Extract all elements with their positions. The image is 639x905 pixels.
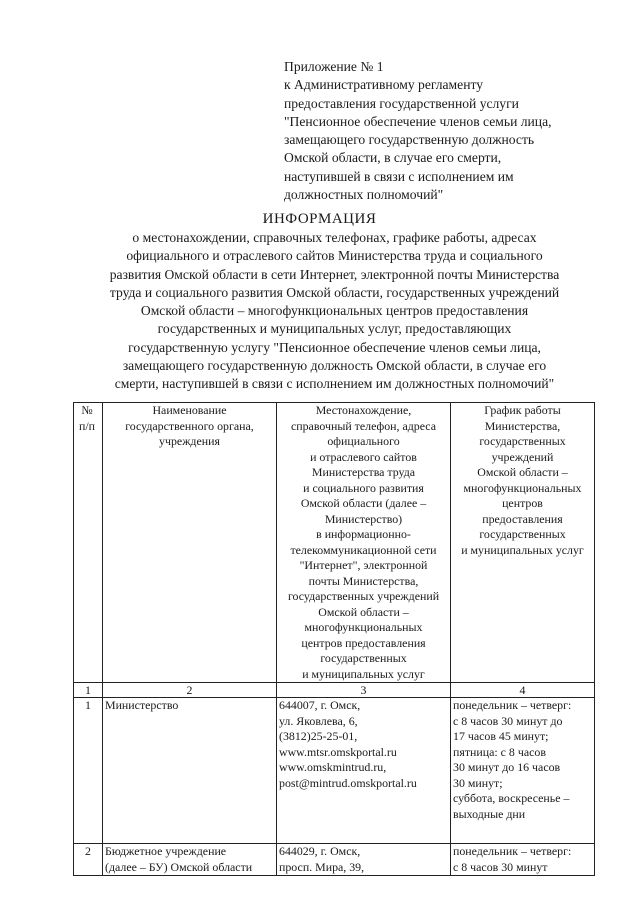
cell-line: ул. Яковлева, 6, bbox=[279, 713, 358, 728]
row-address bbox=[277, 844, 451, 876]
cell-line: 17 часов 45 минут; bbox=[453, 729, 549, 743]
appendix-line: замещающего государственную должность bbox=[284, 132, 535, 148]
cell-line: www.mtsr.omskportal.ru bbox=[279, 744, 397, 759]
cell-line: выходные дни bbox=[453, 806, 526, 821]
table-header-row bbox=[74, 403, 595, 683]
subtitle-line: труда и социального развития Омской области, государственных учреждений bbox=[109, 284, 560, 300]
cell-line: (3812)25-25-01, bbox=[279, 729, 358, 743]
document-title: ИНФОРМАЦИЯ bbox=[262, 211, 377, 227]
appendix-header bbox=[284, 58, 604, 204]
appendix-line: должностных полномочий" bbox=[284, 187, 444, 203]
cell-line: учреждений bbox=[491, 449, 554, 464]
cell-line: № bbox=[81, 403, 93, 417]
cell-line: в информационно- bbox=[316, 527, 411, 541]
cell-line: пятница: с 8 часов bbox=[453, 744, 546, 759]
table-row bbox=[74, 844, 595, 876]
appendix-line: "Пенсионное обеспечение членов семьи лица, bbox=[284, 113, 552, 129]
cell-line: государственных учреждений bbox=[287, 589, 440, 603]
cell-line: с 8 часов 30 минут до bbox=[453, 713, 563, 728]
cell-line: понедельник – четверг: bbox=[453, 844, 572, 858]
table-row bbox=[74, 698, 595, 844]
cell-line: центров bbox=[502, 496, 543, 510]
cell-line: График работы bbox=[484, 403, 561, 417]
subtitle-line: замещающего государственную должность Омской области, в случае его bbox=[122, 358, 547, 374]
cell-line: Омской области (далее – bbox=[300, 496, 427, 510]
cell-line: официального bbox=[327, 434, 400, 448]
cell-line: Омской области – bbox=[318, 604, 409, 619]
row-name bbox=[103, 844, 277, 876]
cell-line: и отраслевого сайтов bbox=[310, 449, 417, 464]
header-cell-name bbox=[103, 403, 277, 683]
cell-line: почты Министерства, bbox=[308, 573, 419, 588]
column-number: 2 bbox=[103, 683, 277, 698]
cell-line: post@mintrud.omskportal.ru bbox=[279, 775, 417, 790]
cell-line: центров предоставления bbox=[301, 635, 426, 650]
cell-line: Местонахождение, bbox=[315, 403, 412, 417]
cell-line: телекоммуникационной сети bbox=[290, 542, 437, 557]
column-number-row bbox=[74, 683, 595, 698]
cell-line: справочный телефон, адреса bbox=[290, 418, 437, 433]
cell-line: п/п bbox=[78, 418, 96, 433]
cell-line: "Интернет", электронной bbox=[299, 558, 428, 572]
cell-line: Министерство) bbox=[324, 511, 403, 526]
cell-line: понедельник – четверг: bbox=[453, 698, 572, 712]
cell-line: 30 минут; bbox=[453, 775, 503, 790]
appendix-line: Приложение № 1 bbox=[284, 59, 384, 74]
subtitle-line: официального и отраслевого сайтов Министерства труда и социального bbox=[126, 248, 543, 264]
cell-line: государственных bbox=[479, 434, 566, 448]
appendix-line: предоставления государственной услуги bbox=[284, 95, 519, 111]
cell-line: www.omskmintrud.ru, bbox=[279, 760, 387, 774]
cell-line: Наименование bbox=[152, 403, 227, 417]
appendix-line: наступившей в связи с исполнением им bbox=[284, 168, 514, 184]
subtitle-line: государственную услугу "Пенсионное обеспечение членов семьи лица, bbox=[128, 339, 541, 355]
cell-line: с 8 часов 30 минут bbox=[453, 859, 548, 874]
document-subtitle bbox=[82, 229, 587, 394]
column-number: 1 bbox=[74, 683, 103, 698]
cell-line: Министерства, bbox=[484, 418, 561, 433]
cell-line: Министерство bbox=[105, 698, 179, 712]
appendix-line: к Административному регламенту bbox=[284, 77, 484, 93]
subtitle-line: о местонахождении, справочных телефонах, графике работы, адресах bbox=[132, 230, 537, 245]
cell-line: (далее – БУ) Омской области bbox=[105, 859, 253, 874]
cell-line: 644029, г. Омск, bbox=[279, 844, 361, 858]
header-cell-number bbox=[74, 403, 103, 683]
row-schedule bbox=[451, 698, 595, 844]
header-cell-schedule bbox=[451, 403, 595, 683]
subtitle-line: развития Омской области в сети Интернет, электронной почты Министерства bbox=[109, 266, 560, 282]
cell-line: государственных bbox=[479, 527, 566, 541]
column-number: 3 bbox=[277, 683, 451, 698]
subtitle-line: государственных и муниципальных услуг, предоставляющих bbox=[157, 321, 512, 337]
row-address bbox=[277, 698, 451, 844]
cell-line: Министерства труда bbox=[311, 465, 416, 479]
cell-line: и социального развития bbox=[303, 480, 424, 495]
cell-line: и муниципальных услуг bbox=[302, 666, 425, 681]
row-number: 2 bbox=[74, 844, 103, 876]
cell-line: суббота, воскресенье – bbox=[453, 791, 570, 805]
cell-line: государственного органа, bbox=[125, 418, 254, 433]
appendix-line: Омской области, в случае его смерти, bbox=[284, 150, 502, 166]
cell-line: 644007, г. Омск, bbox=[279, 698, 361, 712]
subtitle-line: Омской области – многофункциональных центров предоставления bbox=[140, 303, 529, 319]
info-table bbox=[73, 402, 595, 876]
cell-line: Омской области – bbox=[477, 465, 568, 479]
column-number: 4 bbox=[451, 683, 595, 698]
cell-line: многофункциональных bbox=[304, 620, 423, 634]
cell-line: учреждения bbox=[159, 434, 220, 448]
row-number: 1 bbox=[74, 698, 103, 844]
cell-line: предоставления bbox=[482, 511, 563, 526]
row-name bbox=[103, 698, 277, 844]
cell-line: и муниципальных услуг bbox=[461, 542, 584, 557]
row-schedule bbox=[451, 844, 595, 876]
cell-line: 30 минут до 16 часов bbox=[453, 760, 561, 774]
cell-line: многофункциональных bbox=[463, 480, 582, 495]
header-cell-address bbox=[277, 403, 451, 683]
subtitle-line: смерти, наступившей в связи с исполнением им должностных полномочий" bbox=[114, 376, 555, 392]
cell-line: государственных bbox=[320, 651, 407, 665]
cell-line: просп. Мира, 39, bbox=[279, 859, 365, 874]
cell-line: Бюджетное учреждение bbox=[105, 844, 227, 858]
